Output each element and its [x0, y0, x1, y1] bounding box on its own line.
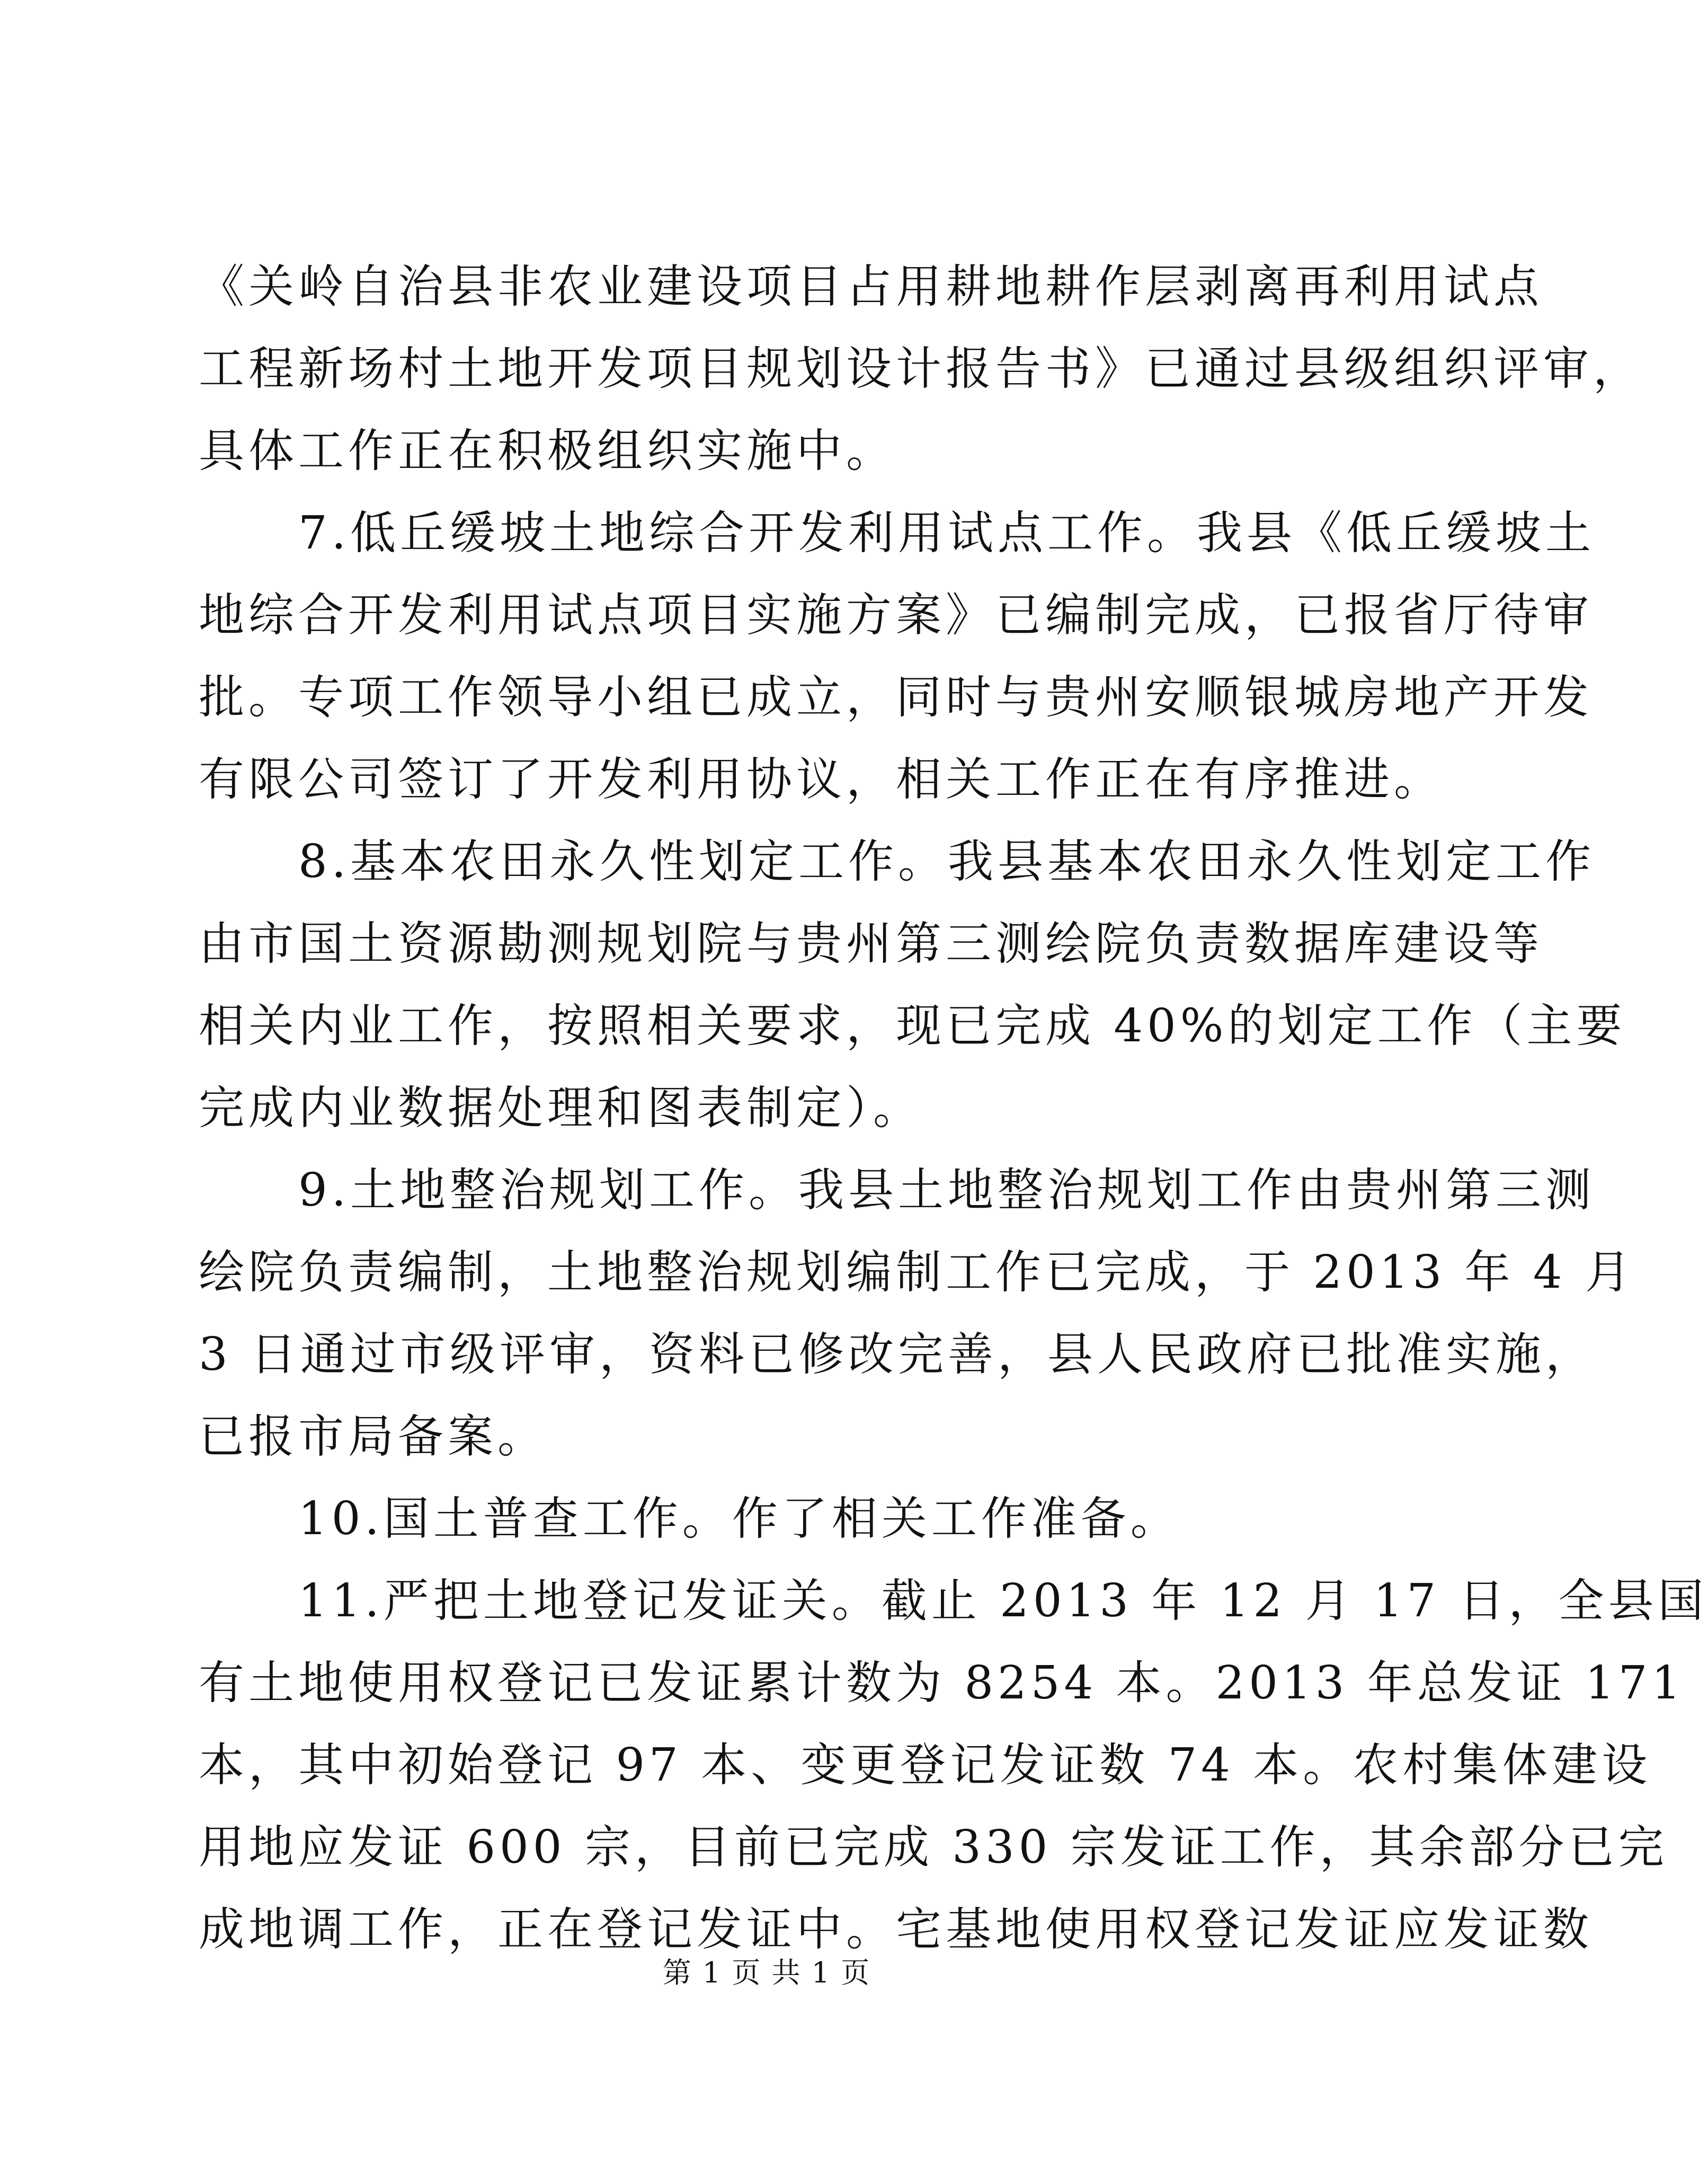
text-line: 成地调工作，正在登记发证中。宅基地使用权登记发证应发证数 — [199, 1903, 1593, 1956]
text-line: 有限公司签订了开发利用协议，相关工作正在有序推进。 — [199, 753, 1444, 806]
text-line: 已报市局备案。 — [199, 1410, 547, 1463]
text-line: 9.土地整治规划工作。我县土地整治规划工作由贵州第三测 — [199, 1164, 1596, 1217]
text-line: 有土地使用权登记已发证累计数为 8254 本。2013 年总发证 171 — [199, 1657, 1685, 1710]
text-line: 批。专项工作领导小组已成立，同时与贵州安顺银城房地产开发 — [199, 671, 1593, 724]
text-line: 相关内业工作，按照相关要求，现已完成 40%的划定工作（主要 — [199, 999, 1626, 1052]
text-line: 7.低丘缓坡土地综合开发利用试点工作。我县《低丘缓坡土 — [199, 507, 1596, 560]
text-line: 本，其中初始登记 97 本、变更登记发证数 74 本。农村集体建设 — [199, 1739, 1652, 1792]
text-line: 《关岭自治县非农业建设项目占用耕地耕作层剥离再利用试点 — [199, 260, 1543, 313]
text-line: 工程新场村土地开发项目规划设计报告书》已通过县级组织评审， — [199, 342, 1643, 395]
text-line: 8.基本农田永久性划定工作。我县基本农田永久性划定工作 — [199, 835, 1596, 888]
text-line: 完成内业数据处理和图表制定）。 — [199, 1082, 923, 1135]
text-line: 11.严把土地登记发证关。截止 2013 年 12 月 17 日，全县国 — [199, 1574, 1708, 1627]
text-line: 由市国土资源勘测规划院与贵州第三测绘院负责数据库建设等 — [199, 917, 1543, 970]
text-line: 10.国土普查工作。作了相关工作准备。 — [199, 1492, 1180, 1545]
page-number-footer: 第 1 页 共 1 页 — [662, 1956, 871, 1989]
text-line: 地综合开发利用试点项目实施方案》已编制完成，已报省厅待审 — [199, 589, 1593, 642]
text-line: 具体工作正在积极组织实施中。 — [199, 424, 896, 477]
text-line: 用地应发证 600 宗，目前已完成 330 宗发证工作，其余部分已完 — [199, 1821, 1668, 1874]
text-line: 绘院负责编制，土地整治规划编制工作已完成，于 2013 年 4 月 — [199, 1246, 1635, 1299]
body-text — [199, 246, 1708, 1971]
text-line: 3 日通过市级评审，资料已修改完善，县人民政府已批准实施， — [199, 1328, 1596, 1381]
